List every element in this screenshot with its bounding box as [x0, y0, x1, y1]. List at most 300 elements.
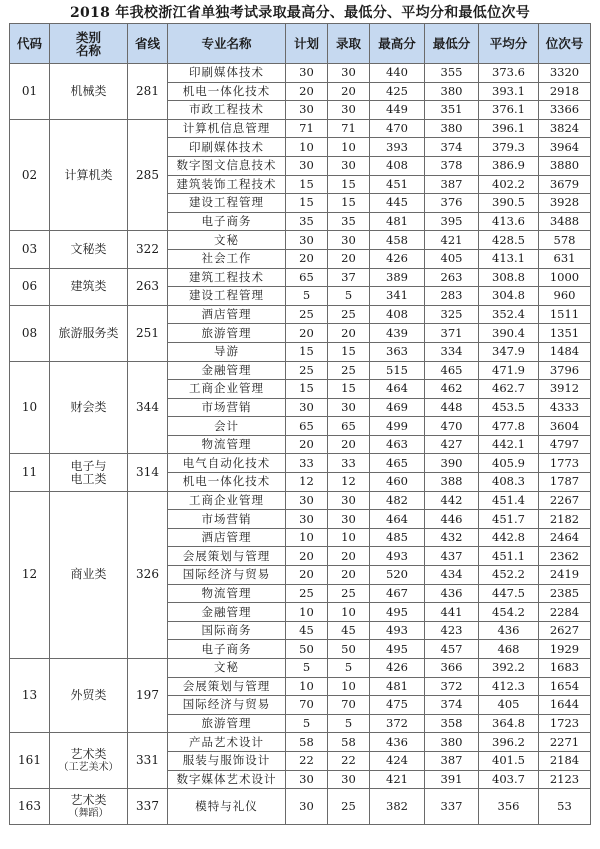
major-name: 工商企业管理 [168, 491, 286, 510]
cell-min: 436 [425, 584, 479, 603]
cell-rank: 960 [539, 287, 591, 306]
cell-rank: 53 [539, 789, 591, 825]
cell-min: 427 [425, 435, 479, 454]
major-name: 产品艺术设计 [168, 733, 286, 752]
group-code: 11 [10, 454, 50, 491]
cell-max: 464 [370, 380, 425, 399]
cell-admit: 45 [328, 621, 370, 640]
table-row [10, 305, 591, 324]
group-category [50, 305, 128, 361]
cell-max: 421 [370, 770, 425, 789]
cell-min: 390 [425, 454, 479, 473]
cell-min: 355 [425, 64, 479, 83]
cell-min: 457 [425, 640, 479, 659]
major-name: 酒店管理 [168, 305, 286, 324]
cell-max: 436 [370, 733, 425, 752]
cell-admit: 30 [328, 101, 370, 120]
major-name: 印刷媒体技术 [168, 138, 286, 157]
cell-min: 388 [425, 473, 479, 492]
cell-rank: 1644 [539, 696, 591, 715]
cell-min: 351 [425, 101, 479, 120]
cell-plan: 20 [286, 249, 328, 268]
cell-max: 475 [370, 696, 425, 715]
table-row [10, 119, 591, 138]
header-major: 专业名称 [168, 24, 286, 64]
cell-max: 363 [370, 342, 425, 361]
header-admit: 录取 [328, 24, 370, 64]
cell-rank: 3320 [539, 64, 591, 83]
group-provincial-line: 197 [128, 659, 168, 733]
cell-avg: 308.8 [479, 268, 539, 287]
group-code: 161 [10, 733, 50, 789]
cell-admit: 25 [328, 584, 370, 603]
group-code: 163 [10, 789, 50, 825]
cell-max: 499 [370, 417, 425, 436]
group-category [50, 119, 128, 231]
header-row [10, 24, 591, 64]
cell-min: 448 [425, 398, 479, 417]
category-name: 机械类 [70, 83, 107, 98]
cell-min: 380 [425, 733, 479, 752]
cell-avg: 379.3 [479, 138, 539, 157]
cell-plan: 5 [286, 714, 328, 733]
cell-admit: 71 [328, 119, 370, 138]
group-provincial-line: 322 [128, 231, 168, 268]
cell-plan: 30 [286, 231, 328, 250]
cell-max: 515 [370, 361, 425, 380]
cell-avg: 364.8 [479, 714, 539, 733]
cell-plan: 15 [286, 194, 328, 213]
cell-admit: 5 [328, 659, 370, 678]
major-name: 旅游管理 [168, 714, 286, 733]
cell-plan: 71 [286, 119, 328, 138]
cell-plan: 20 [286, 324, 328, 343]
cell-plan: 30 [286, 510, 328, 529]
group-code: 13 [10, 659, 50, 733]
major-name: 金融管理 [168, 603, 286, 622]
cell-plan: 10 [286, 138, 328, 157]
cell-admit: 22 [328, 751, 370, 770]
major-name: 社会工作 [168, 249, 286, 268]
cell-admit: 15 [328, 380, 370, 399]
cell-min: 432 [425, 528, 479, 547]
cell-min: 437 [425, 547, 479, 566]
cell-rank: 3488 [539, 212, 591, 231]
cell-rank: 2362 [539, 547, 591, 566]
cell-admit: 10 [328, 528, 370, 547]
cell-avg: 452.2 [479, 566, 539, 585]
header-rank: 位次号 [539, 24, 591, 64]
major-name: 酒店管理 [168, 528, 286, 547]
cell-rank: 1484 [539, 342, 591, 361]
header-line: 省线 [128, 24, 168, 64]
cell-plan: 30 [286, 64, 328, 83]
group-category [50, 361, 128, 454]
cell-plan: 65 [286, 268, 328, 287]
cell-plan: 10 [286, 528, 328, 547]
cell-rank: 2385 [539, 584, 591, 603]
cell-min: 283 [425, 287, 479, 306]
group-provincial-line: 263 [128, 268, 168, 305]
cell-admit: 35 [328, 212, 370, 231]
cell-max: 464 [370, 510, 425, 529]
cell-admit: 10 [328, 138, 370, 157]
cell-rank: 2271 [539, 733, 591, 752]
major-name: 会计 [168, 417, 286, 436]
header-category-line2: 名称 [75, 42, 101, 58]
cell-avg: 393.1 [479, 82, 539, 101]
cell-avg: 390.5 [479, 194, 539, 213]
cell-avg: 451.7 [479, 510, 539, 529]
major-name: 服装与服饰设计 [168, 751, 286, 770]
table-row [10, 491, 591, 510]
cell-admit: 20 [328, 547, 370, 566]
cell-max: 408 [370, 156, 425, 175]
cell-plan: 22 [286, 751, 328, 770]
cell-rank: 2182 [539, 510, 591, 529]
cell-rank: 578 [539, 231, 591, 250]
category-name: 旅游服务类 [58, 325, 119, 340]
cell-min: 395 [425, 212, 479, 231]
cell-avg: 405 [479, 696, 539, 715]
cell-admit: 30 [328, 398, 370, 417]
table-row [10, 789, 591, 825]
cell-max: 493 [370, 621, 425, 640]
cell-avg: 386.9 [479, 156, 539, 175]
cell-avg: 453.5 [479, 398, 539, 417]
cell-plan: 20 [286, 82, 328, 101]
cell-rank: 1929 [539, 640, 591, 659]
cell-max: 449 [370, 101, 425, 120]
cell-admit: 20 [328, 324, 370, 343]
cell-rank: 1773 [539, 454, 591, 473]
cell-avg: 352.4 [479, 305, 539, 324]
cell-min: 380 [425, 119, 479, 138]
category-subname: 电工类 [70, 471, 107, 486]
cell-rank: 3796 [539, 361, 591, 380]
cell-max: 465 [370, 454, 425, 473]
group-category [50, 231, 128, 268]
cell-admit: 30 [328, 64, 370, 83]
cell-avg: 428.5 [479, 231, 539, 250]
category-subname: （舞蹈） [68, 807, 109, 819]
cell-avg: 356 [479, 789, 539, 825]
group-code: 12 [10, 491, 50, 658]
cell-avg: 442.8 [479, 528, 539, 547]
cell-min: 372 [425, 677, 479, 696]
table-row [10, 268, 591, 287]
cell-admit: 15 [328, 175, 370, 194]
cell-rank: 2123 [539, 770, 591, 789]
group-provincial-line: 337 [128, 789, 168, 825]
cell-admit: 58 [328, 733, 370, 752]
cell-min: 465 [425, 361, 479, 380]
major-name: 建设工程管理 [168, 287, 286, 306]
cell-rank: 631 [539, 249, 591, 268]
cell-plan: 65 [286, 417, 328, 436]
category-name: 财会类 [70, 399, 107, 414]
cell-admit: 30 [328, 770, 370, 789]
group-provincial-line: 344 [128, 361, 168, 454]
cell-admit: 25 [328, 789, 370, 825]
group-category [50, 454, 128, 491]
cell-avg: 454.2 [479, 603, 539, 622]
major-name: 文秘 [168, 659, 286, 678]
cell-min: 446 [425, 510, 479, 529]
major-name: 旅游管理 [168, 324, 286, 343]
cell-avg: 392.2 [479, 659, 539, 678]
category-name: 建筑类 [70, 279, 107, 294]
major-name: 数字图文信息技术 [168, 156, 286, 175]
cell-max: 495 [370, 640, 425, 659]
cell-avg: 304.8 [479, 287, 539, 306]
cell-min: 371 [425, 324, 479, 343]
cell-max: 460 [370, 473, 425, 492]
group-category [50, 789, 128, 825]
cell-avg: 447.5 [479, 584, 539, 603]
cell-admit: 5 [328, 714, 370, 733]
major-name: 建筑装饰工程技术 [168, 175, 286, 194]
cell-plan: 5 [286, 287, 328, 306]
group-provincial-line: 314 [128, 454, 168, 491]
cell-admit: 15 [328, 342, 370, 361]
cell-min: 366 [425, 659, 479, 678]
cell-avg: 477.8 [479, 417, 539, 436]
group-provincial-line: 326 [128, 491, 168, 658]
major-name: 计算机信息管理 [168, 119, 286, 138]
group-category [50, 64, 128, 120]
cell-min: 334 [425, 342, 479, 361]
cell-max: 463 [370, 435, 425, 454]
cell-admit: 12 [328, 473, 370, 492]
cell-rank: 2284 [539, 603, 591, 622]
cell-admit: 30 [328, 510, 370, 529]
major-name: 物流管理 [168, 584, 286, 603]
cell-min: 423 [425, 621, 479, 640]
cell-avg: 442.1 [479, 435, 539, 454]
cell-plan: 30 [286, 398, 328, 417]
group-provincial-line: 331 [128, 733, 168, 789]
group-provincial-line: 285 [128, 119, 168, 231]
cell-admit: 30 [328, 491, 370, 510]
major-name: 市政工程技术 [168, 101, 286, 120]
group-category [50, 268, 128, 305]
cell-max: 393 [370, 138, 425, 157]
cell-plan: 20 [286, 566, 328, 585]
cell-rank: 3912 [539, 380, 591, 399]
cell-min: 434 [425, 566, 479, 585]
admission-scores-table [9, 23, 591, 825]
cell-max: 372 [370, 714, 425, 733]
cell-plan: 30 [286, 789, 328, 825]
cell-plan: 30 [286, 770, 328, 789]
major-name: 电气自动化技术 [168, 454, 286, 473]
cell-plan: 25 [286, 584, 328, 603]
cell-plan: 20 [286, 435, 328, 454]
cell-max: 408 [370, 305, 425, 324]
cell-admit: 10 [328, 603, 370, 622]
cell-max: 425 [370, 82, 425, 101]
category-name: 商业类 [70, 567, 107, 582]
major-name: 工商企业管理 [168, 380, 286, 399]
major-name: 国际商务 [168, 621, 286, 640]
category-subname: （工艺美术） [58, 761, 119, 773]
cell-min: 358 [425, 714, 479, 733]
cell-plan: 15 [286, 380, 328, 399]
cell-max: 445 [370, 194, 425, 213]
major-name: 物流管理 [168, 435, 286, 454]
cell-avg: 436 [479, 621, 539, 640]
cell-admit: 30 [328, 156, 370, 175]
cell-max: 426 [370, 659, 425, 678]
cell-plan: 45 [286, 621, 328, 640]
cell-plan: 15 [286, 175, 328, 194]
cell-plan: 5 [286, 659, 328, 678]
cell-min: 391 [425, 770, 479, 789]
cell-admit: 20 [328, 82, 370, 101]
table-row [10, 733, 591, 752]
table-row [10, 64, 591, 83]
cell-admit: 50 [328, 640, 370, 659]
cell-plan: 10 [286, 603, 328, 622]
cell-admit: 20 [328, 249, 370, 268]
cell-min: 405 [425, 249, 479, 268]
cell-avg: 403.7 [479, 770, 539, 789]
cell-min: 263 [425, 268, 479, 287]
cell-admit: 30 [328, 231, 370, 250]
cell-max: 382 [370, 789, 425, 825]
group-category [50, 733, 128, 789]
cell-admit: 15 [328, 194, 370, 213]
cell-avg: 390.4 [479, 324, 539, 343]
cell-min: 441 [425, 603, 479, 622]
cell-avg: 451.1 [479, 547, 539, 566]
cell-plan: 10 [286, 677, 328, 696]
major-name: 导游 [168, 342, 286, 361]
cell-avg: 373.6 [479, 64, 539, 83]
cell-max: 469 [370, 398, 425, 417]
cell-plan: 30 [286, 156, 328, 175]
cell-admit: 25 [328, 361, 370, 380]
major-name: 电子商务 [168, 640, 286, 659]
cell-max: 481 [370, 677, 425, 696]
group-provincial-line: 281 [128, 64, 168, 120]
cell-avg: 413.1 [479, 249, 539, 268]
cell-rank: 4797 [539, 435, 591, 454]
cell-min: 376 [425, 194, 479, 213]
major-name: 机电一体化技术 [168, 473, 286, 492]
cell-rank: 1654 [539, 677, 591, 696]
cell-avg: 402.2 [479, 175, 539, 194]
cell-admit: 20 [328, 435, 370, 454]
cell-avg: 412.3 [479, 677, 539, 696]
cell-rank: 1723 [539, 714, 591, 733]
cell-admit: 20 [328, 566, 370, 585]
cell-plan: 50 [286, 640, 328, 659]
cell-avg: 413.6 [479, 212, 539, 231]
cell-rank: 3604 [539, 417, 591, 436]
group-code: 08 [10, 305, 50, 361]
major-name: 市场营销 [168, 510, 286, 529]
cell-rank: 3679 [539, 175, 591, 194]
cell-rank: 2918 [539, 82, 591, 101]
cell-min: 325 [425, 305, 479, 324]
cell-avg: 401.5 [479, 751, 539, 770]
cell-rank: 1683 [539, 659, 591, 678]
major-name: 会展策划与管理 [168, 677, 286, 696]
cell-plan: 30 [286, 101, 328, 120]
cell-min: 470 [425, 417, 479, 436]
category-name: 文秘类 [70, 241, 107, 256]
cell-max: 485 [370, 528, 425, 547]
major-name: 数字媒体艺术设计 [168, 770, 286, 789]
cell-avg: 347.9 [479, 342, 539, 361]
category-name: 艺术类 [70, 746, 107, 761]
cell-plan: 20 [286, 547, 328, 566]
cell-plan: 33 [286, 454, 328, 473]
cell-max: 482 [370, 491, 425, 510]
cell-admit: 33 [328, 454, 370, 473]
group-code: 06 [10, 268, 50, 305]
cell-max: 467 [370, 584, 425, 603]
category-name: 外贸类 [70, 688, 107, 703]
cell-min: 374 [425, 696, 479, 715]
cell-min: 421 [425, 231, 479, 250]
cell-avg: 451.4 [479, 491, 539, 510]
group-code: 10 [10, 361, 50, 454]
cell-avg: 468 [479, 640, 539, 659]
cell-avg: 462.7 [479, 380, 539, 399]
cell-min: 378 [425, 156, 479, 175]
cell-plan: 70 [286, 696, 328, 715]
cell-plan: 58 [286, 733, 328, 752]
table-row [10, 361, 591, 380]
group-provincial-line: 251 [128, 305, 168, 361]
cell-plan: 35 [286, 212, 328, 231]
cell-admit: 65 [328, 417, 370, 436]
cell-rank: 1351 [539, 324, 591, 343]
cell-rank: 3824 [539, 119, 591, 138]
cell-rank: 4333 [539, 398, 591, 417]
major-name: 金融管理 [168, 361, 286, 380]
cell-min: 337 [425, 789, 479, 825]
header-category [50, 24, 128, 64]
cell-plan: 12 [286, 473, 328, 492]
cell-plan: 25 [286, 305, 328, 324]
cell-avg: 396.1 [479, 119, 539, 138]
cell-min: 387 [425, 751, 479, 770]
header-category-line1: 类别 [75, 29, 101, 45]
cell-rank: 3928 [539, 194, 591, 213]
cell-max: 341 [370, 287, 425, 306]
cell-rank: 2627 [539, 621, 591, 640]
cell-max: 495 [370, 603, 425, 622]
header-avg: 平均分 [479, 24, 539, 64]
cell-max: 439 [370, 324, 425, 343]
table-row [10, 231, 591, 250]
category-name: 电子与 [70, 458, 107, 473]
major-name: 印刷媒体技术 [168, 64, 286, 83]
cell-max: 470 [370, 119, 425, 138]
cell-max: 389 [370, 268, 425, 287]
cell-plan: 30 [286, 491, 328, 510]
major-name: 电子商务 [168, 212, 286, 231]
cell-admit: 37 [328, 268, 370, 287]
major-name: 会展策划与管理 [168, 547, 286, 566]
cell-rank: 1511 [539, 305, 591, 324]
table-row [10, 454, 591, 473]
cell-admit: 5 [328, 287, 370, 306]
